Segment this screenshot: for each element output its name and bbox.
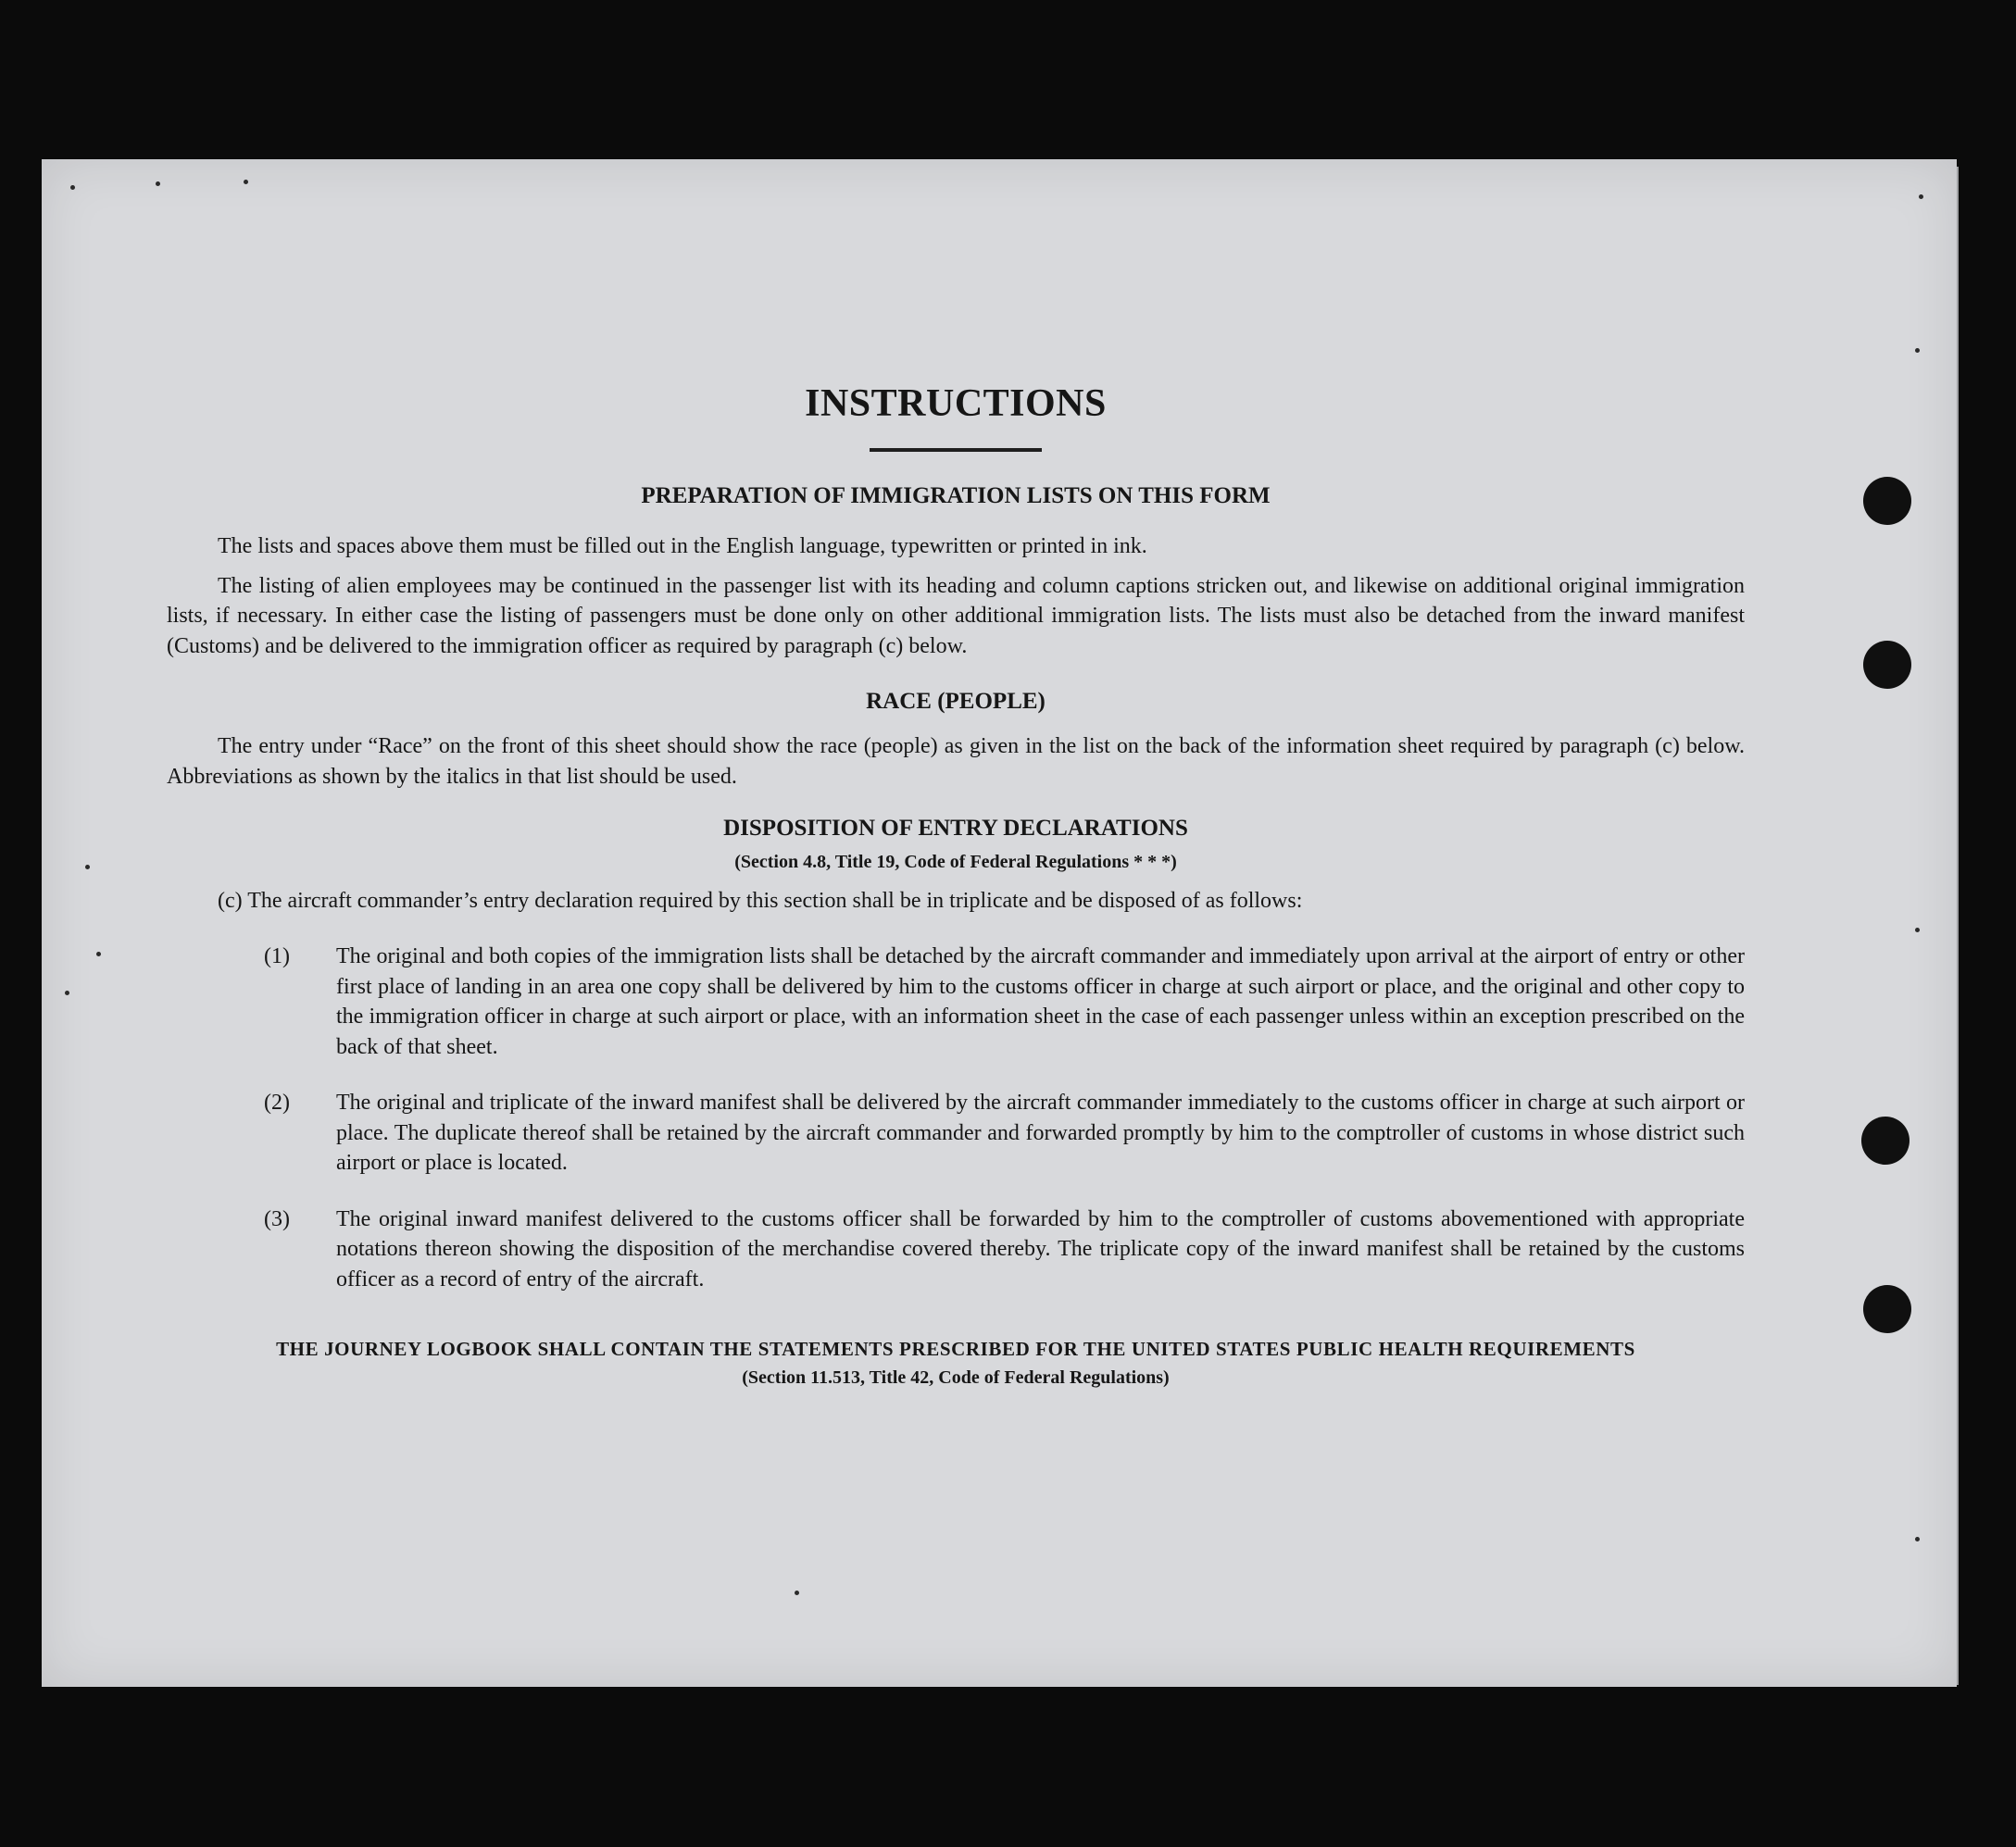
instructions-content: [167, 380, 1745, 1391]
scan-speck: [244, 180, 248, 184]
scan-speck: [70, 185, 75, 190]
disposition-subheading: (Section 4.8, Title 19, Code of Federal Regulations * * *): [734, 852, 1177, 872]
scan-speck: [1915, 348, 1920, 353]
scan-speck: [1915, 928, 1920, 932]
race-paragraph: The entry under “Race” on the front of this sheet should show the race (people) as given in the list on the back of the information sheet required by paragraph (c) below. Abbreviations as shown by the italics in that list should be used.: [167, 734, 1745, 789]
disposition-intro: (c) The aircraft commander’s entry declaration required by this section shall be in triplicate and be disposed of as follows:: [218, 889, 1303, 913]
punch-hole: [1863, 641, 1911, 689]
punch-hole: [1863, 477, 1911, 525]
item-text: The original inward manifest delivered to the customs officer shall be forwarded by him to the comptroller of customs abovementioned with appropriate notations thereon showing the disposition of the merchandise covered thereby. The triplicate copy of the inward manifest shall be retained by the customs officer as a record of entry of the aircraft.: [336, 1206, 1745, 1292]
preparation-heading: PREPARATION OF IMMIGRATION LISTS ON THIS FORM: [641, 483, 1271, 508]
title-underline: [870, 448, 1042, 452]
preparation-paragraph-1: The lists and spaces above them must be filled out in the English language, typewritten or printed in ink.: [218, 534, 1147, 558]
item-number: (2): [264, 1091, 290, 1115]
scan-speck: [65, 991, 69, 995]
scan-speck: [85, 865, 90, 869]
preparation-paragraph-2: The listing of alien employees may be continued in the passenger list with its heading and column captions stricken out, and likewise on additional original immigration lists, if necessary. In either case the listing of passengers must be done only on other additional immigration lists. The lists must also be detached from the inward manifest (Customs) and be delivered to the immigration officer as required by paragraph (c) below.: [167, 573, 1745, 658]
item-text: The original and triplicate of the inward manifest shall be delivered by the aircraft commander immediately to the customs officer in charge at such airport or place. The duplicate thereof shall be retained by the aircraft commander and forwarded promptly by him to the comptroller of customs in whose district such airport or place is located.: [336, 1091, 1745, 1175]
disposition-item: [167, 1088, 1745, 1179]
disposition-item: [167, 1204, 1745, 1295]
scan-speck: [96, 952, 101, 956]
race-heading: RACE (PEOPLE): [866, 689, 1046, 714]
punch-hole: [1863, 1285, 1911, 1333]
disposition-item: [167, 942, 1745, 1062]
punch-hole: [1861, 1117, 1910, 1165]
item-text: The original and both copies of the immigration lists shall be detached by the aircraft commander and immediately upon arrival at the airport of entry or other first place of landing in an area one copy shall be delivered by him to the customs officer in charge at such airport or place, and the original and other copy to the immigration officer in charge at such airport or place, with an information sheet in the case of each passenger unless within an exception prescribed on the back of that sheet.: [336, 944, 1745, 1059]
scan-speck: [795, 1591, 799, 1595]
scan-speck: [1919, 194, 1923, 199]
item-number: (1): [264, 944, 290, 968]
scan-speck: [156, 181, 160, 186]
footer-statement: THE JOURNEY LOGBOOK SHALL CONTAIN THE STATEMENTS PRESCRIBED FOR THE UNITED STATES PUBLIC HEALTH REQUIREMENTS: [276, 1338, 1635, 1360]
disposition-heading: DISPOSITION OF ENTRY DECLARATIONS: [723, 816, 1188, 841]
footer-citation: (Section 11.513, Title 42, Code of Federal Regulations): [742, 1367, 1170, 1388]
item-number: (3): [264, 1206, 290, 1231]
sheet-edge: [1957, 167, 1959, 1685]
scan-speck: [1915, 1537, 1920, 1541]
document-title: INSTRUCTIONS: [805, 382, 1107, 425]
